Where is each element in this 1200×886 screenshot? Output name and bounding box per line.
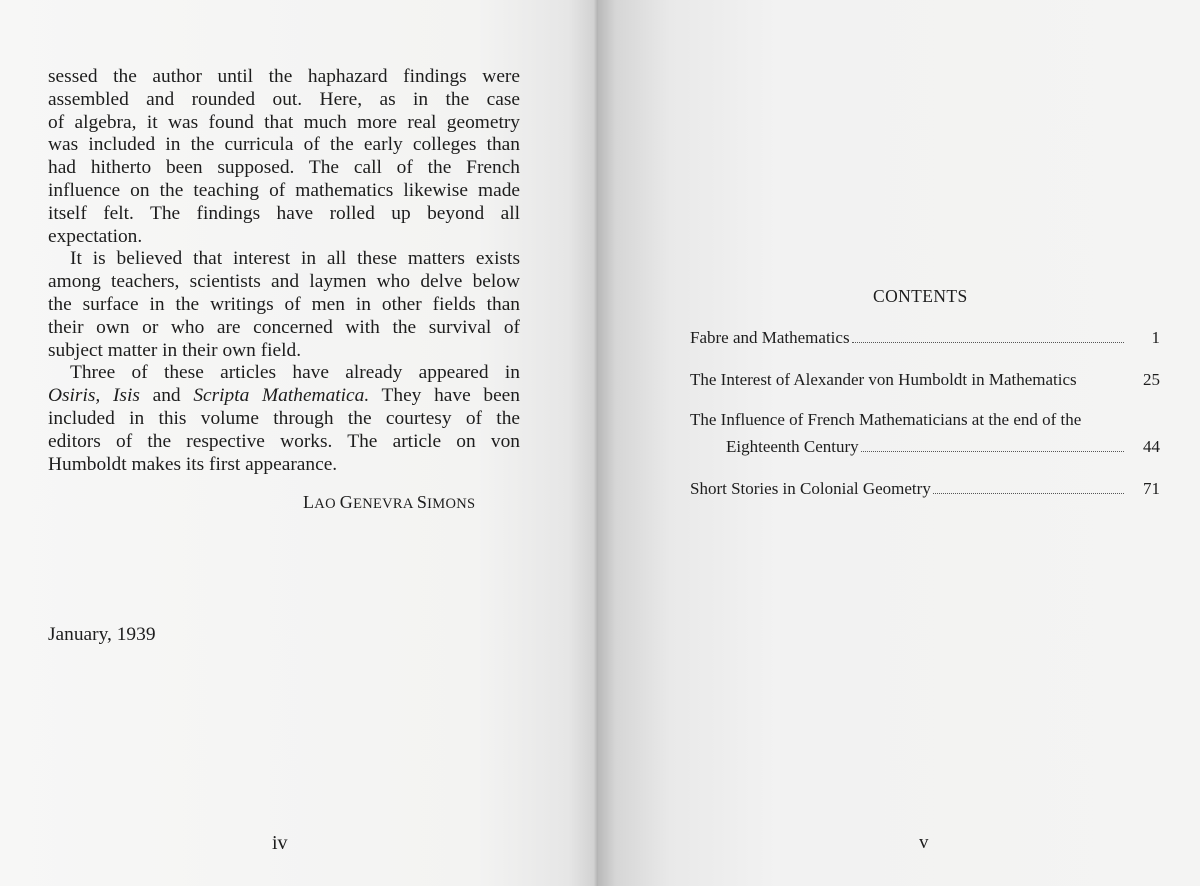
- toc-entry: [690, 406, 1160, 460]
- dot-leader: [933, 492, 1124, 494]
- text-line: editors of the respective works. The article on von: [48, 430, 520, 452]
- toc-entry-page: 25: [1143, 370, 1160, 389]
- toc-entry-title-continued: Eighteenth Century: [726, 437, 859, 456]
- text-line: expectation.: [48, 225, 143, 247]
- text-line: among teachers, scientists and laymen who delve below: [48, 271, 520, 293]
- toc-entry-title: The Interest of Alexander von Humboldt in Mathematics: [690, 370, 1077, 389]
- author-signature: LAO GENEVRA SIMONS: [303, 492, 476, 512]
- page-number: iv: [272, 832, 288, 854]
- dot-leader: [861, 450, 1124, 452]
- toc-entry: [690, 475, 1160, 502]
- toc-entry-page: 44: [1143, 437, 1160, 456]
- text-line: [48, 385, 520, 408]
- toc-entry: [690, 366, 1160, 393]
- text-line: Three of these articles have already appeared in: [70, 362, 520, 384]
- journal-names-italic: Osiris, Isis: [48, 385, 140, 407]
- text-fragment: They have been: [369, 385, 520, 407]
- text-line: included in this volume through the courtesy of the: [48, 407, 520, 429]
- dot-leader: [852, 341, 1124, 343]
- text-line: influence on the teaching of mathematics likewise made: [48, 179, 520, 201]
- text-line: their own or who are concerned with the survival of: [48, 316, 520, 338]
- toc-entry-title: Short Stories in Colonial Geometry: [690, 479, 931, 498]
- toc-entry: [690, 324, 1160, 351]
- text-line: assembled and rounded out. Here, as in the case: [48, 88, 520, 110]
- preface-body: [48, 66, 520, 476]
- text-line: itself felt. The findings have rolled up beyond all: [48, 202, 520, 224]
- text-line: had hitherto been supposed. The call of the French: [48, 157, 520, 179]
- text-line: the surface in the writings of men in other fields than: [48, 293, 520, 315]
- left-page: [0, 0, 598, 886]
- text-line: subject matter in their own field.: [48, 339, 302, 361]
- contents-title: CONTENTS: [873, 286, 968, 306]
- text-line: of algebra, it was found that much more real geometry: [48, 111, 520, 133]
- toc-entry-page: 1: [1151, 328, 1160, 347]
- toc-entry-title: Fabre and Mathematics: [690, 328, 850, 347]
- preface-date: January, 1939: [48, 624, 156, 645]
- page-number: v: [919, 832, 929, 853]
- text-line: sessed the author until the haphazard findings were: [48, 66, 520, 87]
- journal-name-italic: Scripta Mathematica.: [193, 385, 370, 407]
- text-line: was included in the curricula of the early colleges than: [48, 134, 520, 156]
- text-line: It is believed that interest in all these matters exists: [70, 248, 520, 270]
- toc-entry-title: The Influence of French Mathematicians at the end of the: [690, 410, 1082, 429]
- text-line: Humboldt makes its first appearance.: [48, 453, 338, 475]
- toc-entry-page: 71: [1143, 479, 1160, 498]
- conjunction: and: [139, 385, 194, 407]
